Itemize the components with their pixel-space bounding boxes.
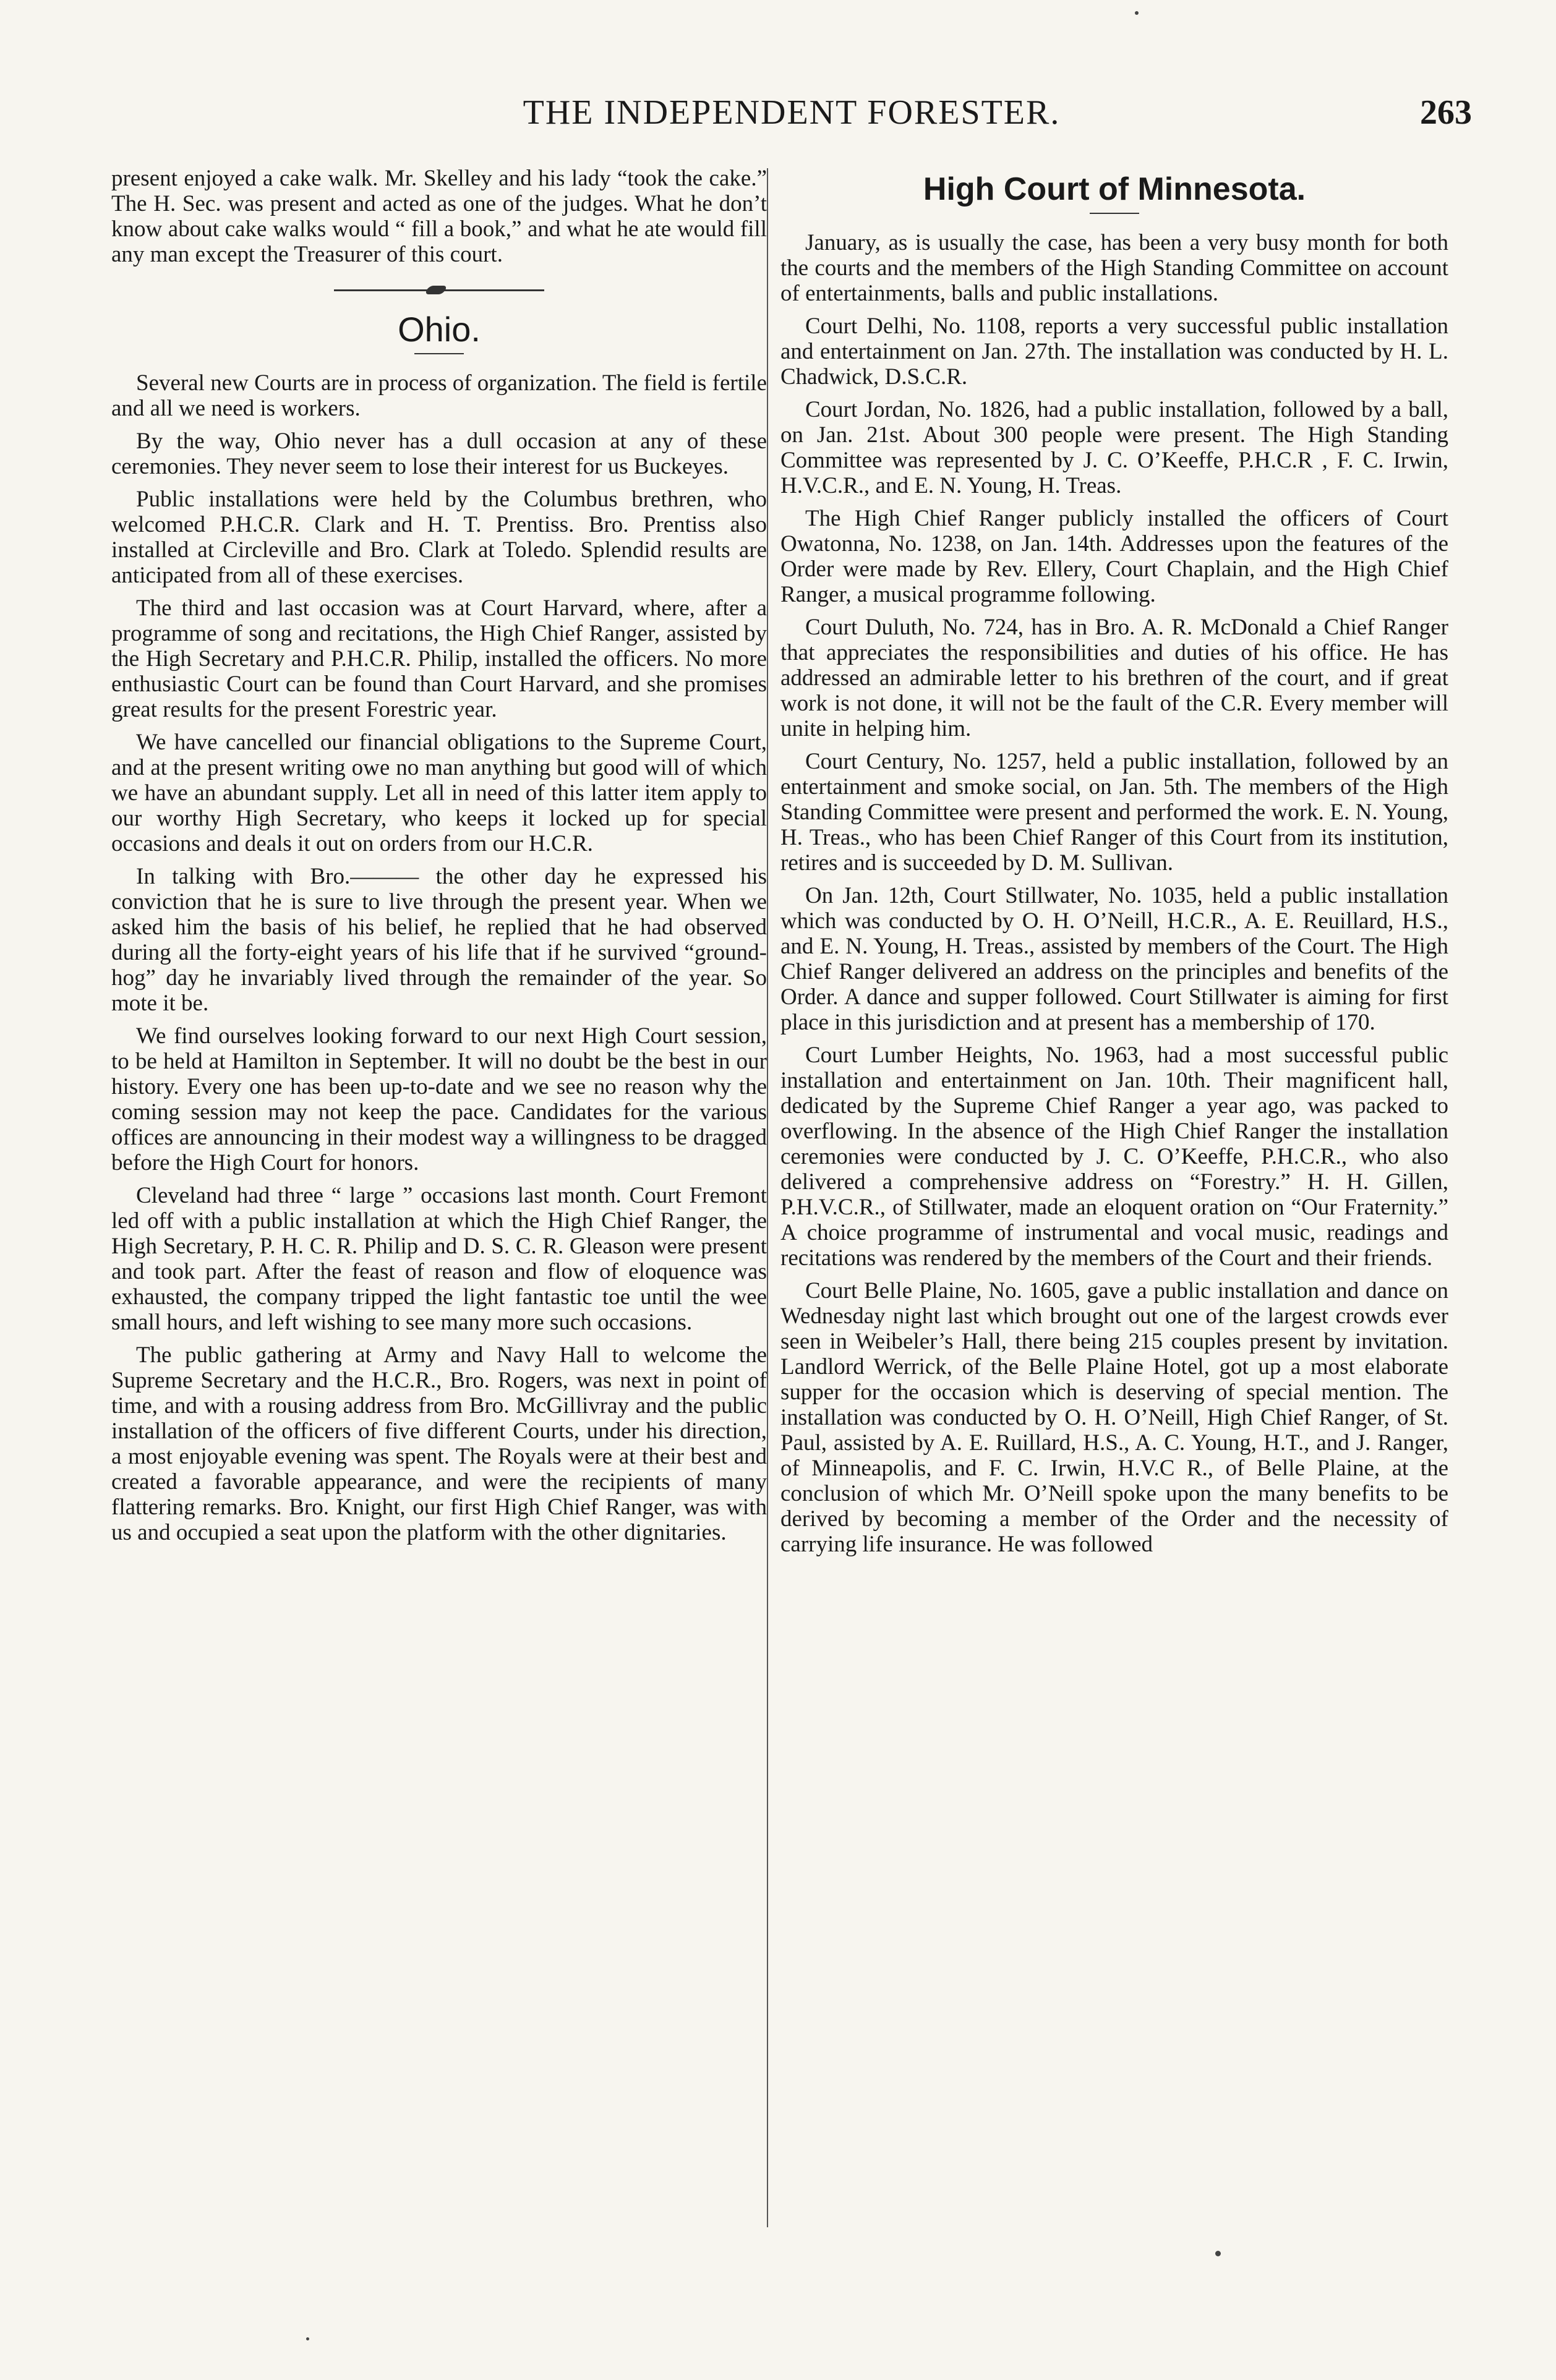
paragraph: The public gathering at Army and Navy Hall to welcome the Supreme Secretary and the H.C.R., Bro. Rogers, was next in point of time, and with a rousing address from Bro. McGillivray and the public installation of the officers of five different Courts, under his direction, a most enjoyable evening was spent. The Royals were at their best and created a favorable appearance, and were the recipients of many flattering remarks. Bro. Knight, our first High Chief Ranger, was with us and occupied a seat upon the platform with the other dignitaries. bbox=[111, 1342, 767, 1545]
paragraph: Court Jordan, No. 1826, had a public installation, followed by a ball, on Jan. 21st. About 300 people were present. The High Standing Committee was represented by J. C. O’Keeffe, P.H.C.R , F. C. Irwin, H.V.C.R., and E. N. Young, H. Treas. bbox=[780, 397, 1448, 498]
paragraph: January, as is usually the case, has been a very busy month for both the courts and the members of the High Standing Committee on account of entertainments, balls and public installations. bbox=[780, 230, 1448, 306]
ornamental-divider bbox=[334, 289, 544, 291]
paragraph: Cleveland had three “ large ” occasions last month. Court Fremont led off with a public installation at which the High Chief Ranger, the High Secretary, P. H. C. R. Philip and D. S. C. R. Gleason were present and took part. After the feast of reason and flow of eloquence was exhausted, the company tripped the light fantastic toe until the wee small hours, and left wishing to see many more such occasions. bbox=[111, 1183, 767, 1335]
title-rule bbox=[414, 353, 464, 354]
ink-speck bbox=[1215, 2251, 1221, 2256]
paragraph: Court Lumber Heights, No. 1963, had a most successful public installation and entertainment on Jan. 10th. Their magnificent hall, dedicated by the Supreme Chief Ranger a year ago, was packed to overflowing. In the absence of the High Chief Ranger the installation ceremonies were conducted by J. C. O’Keeffe, P.H.C.R., who also delivered a comprehensive address on “Forestry.” H. H. Gillen, P.H.V.C.R., of Stillwater, made an eloquent oration on “Our Fraternity.” A choice programme of instrumental and vocal music, readings and recitations was rendered by the members of the Court and their friends. bbox=[780, 1043, 1448, 1271]
paragraph: We have cancelled our financial obligations to the Supreme Court, and at the present writing owe no man anything but good will of which we have an abundant supply. Let all in need of this latter item apply to our worthy High Secretary, who keeps it locked up for special occasions and deals it out on orders from our H.C.R. bbox=[111, 730, 767, 856]
paragraph: Public installations were held by the Columbus brethren, who welcomed P.H.C.R. Clark and H. T. Prentiss. Bro. Prentiss also installed at Circleville and Bro. Clark at Toledo. Splendid results are anticipated from all of these exercises. bbox=[111, 487, 767, 588]
left-column bbox=[111, 166, 767, 1553]
paragraph: We find ourselves looking forward to our next High Court session, to be held at Hamilton in September. It will no doubt be the best in our history. Every one has been up-to-date and we see no reason why the coming session may not keep the pace. Candidates for the various offices are announcing in their modest way a willingness to be dragged before the High Court for honors. bbox=[111, 1023, 767, 1175]
paragraph: The High Chief Ranger publicly installed the officers of Court Owatonna, No. 1238, on Jan. 14th. Addresses upon the features of the Order were made by Rev. Ellery, Court Chaplain, and the High Chief Ranger, a musical programme following. bbox=[780, 506, 1448, 607]
title-rule bbox=[1090, 213, 1139, 214]
paragraph: The third and last occasion was at Court Harvard, where, after a programme of song and recitations, the High Chief Ranger, assisted by the High Secretary and P.H.C.R. Philip, installed the officers. No more enthusiastic Court can be found than Court Harvard, and she promises great results for the present Forestric year. bbox=[111, 595, 767, 722]
ink-speck bbox=[306, 2337, 309, 2340]
paragraph: Court Duluth, No. 724, has in Bro. A. R. McDonald a Chief Ranger that appreciates the responsibilities and duties of his office. He has addressed an admirable letter to his brethren of the court, and if great work is not done, it will not be the fault of the C.R. Every member will unite in helping him. bbox=[780, 615, 1448, 741]
column-divider bbox=[767, 168, 768, 2227]
intro-paragraph: present enjoyed a cake walk. Mr. Skelley and his lady “took the cake.” The H. Sec. was present and acted as one of the judges. What he don’t know about cake walks would “ fill a book,” and what he ate would fill any man except the Treasurer of this court. bbox=[111, 166, 767, 267]
ink-speck bbox=[1135, 11, 1139, 15]
section-title-ohio: Ohio. bbox=[398, 310, 481, 349]
paragraph: Court Belle Plaine, No. 1605, gave a public installation and dance on Wednesday night last which brought out one of the largest crowds ever seen in Weibeler’s Hall, there being 215 couples present by invitation. Landlord Werrick, of the Belle Plaine Hotel, got up a most elaborate supper for the occasion which is deserving of special mention. The installation was conducted by O. H. O’Neill, High Chief Ranger, of St. Paul, assisted by A. E. Ruillard, H.S., A. C. Young, H.T., and J. Ranger, of Minneapolis, and F. C. Irwin, H.V.C R., of Belle Plaine, at the conclusion of which Mr. O’Neill spoke upon the many benefits to be derived by becoming a member of the Order and the necessity of carrying life insurance. He was followed bbox=[780, 1278, 1448, 1557]
paragraph: By the way, Ohio never has a dull occasion at any of these ceremonies. They never seem to lose their interest for us Buckeyes. bbox=[111, 429, 767, 479]
paragraph: Court Century, No. 1257, held a public installation, followed by an entertainment and smoke social, on Jan. 5th. The members of the High Standing Committee were present and performed the work. E. N. Young, H. Treas., who has been Chief Ranger of this Court from its institution, retires and is succeeded by D. M. Sullivan. bbox=[780, 749, 1448, 876]
paragraph: Court Delhi, No. 1108, reports a very successful public installation and entertainment on Jan. 27th. The installation was conducted by H. L. Chadwick, D.S.C.R. bbox=[780, 313, 1448, 390]
paragraph: Several new Courts are in process of organization. The field is fertile and all we need is workers. bbox=[111, 370, 767, 421]
running-title: THE INDEPENDENT FORESTER. bbox=[523, 93, 1061, 132]
section-title-minnesota: High Court of Minnesota. bbox=[923, 171, 1306, 207]
page-header bbox=[111, 93, 1472, 148]
page-number: 263 bbox=[1420, 93, 1472, 132]
paragraph: In talking with Bro.——— the other day he expressed his conviction that he is sure to live through the present year. When we asked him the basis of his belief, he replied that he had observed during all the forty-eight years of his life that if he survived “ground-hog” day he invariably lived through the remainder of the year. So mote it be. bbox=[111, 864, 767, 1016]
right-column bbox=[780, 166, 1448, 1564]
paragraph: On Jan. 12th, Court Stillwater, No. 1035, held a public installation which was conducted by O. H. O’Neill, H.C.R., A. E. Reuillard, H.S., and E. N. Young, H. Treas., assisted by members of the Court. The High Chief Ranger delivered an address on the principles and benefits of the Order. A dance and supper followed. Court Stillwater is aiming for first place in this jurisdiction and at present has a membership of 170. bbox=[780, 883, 1448, 1035]
